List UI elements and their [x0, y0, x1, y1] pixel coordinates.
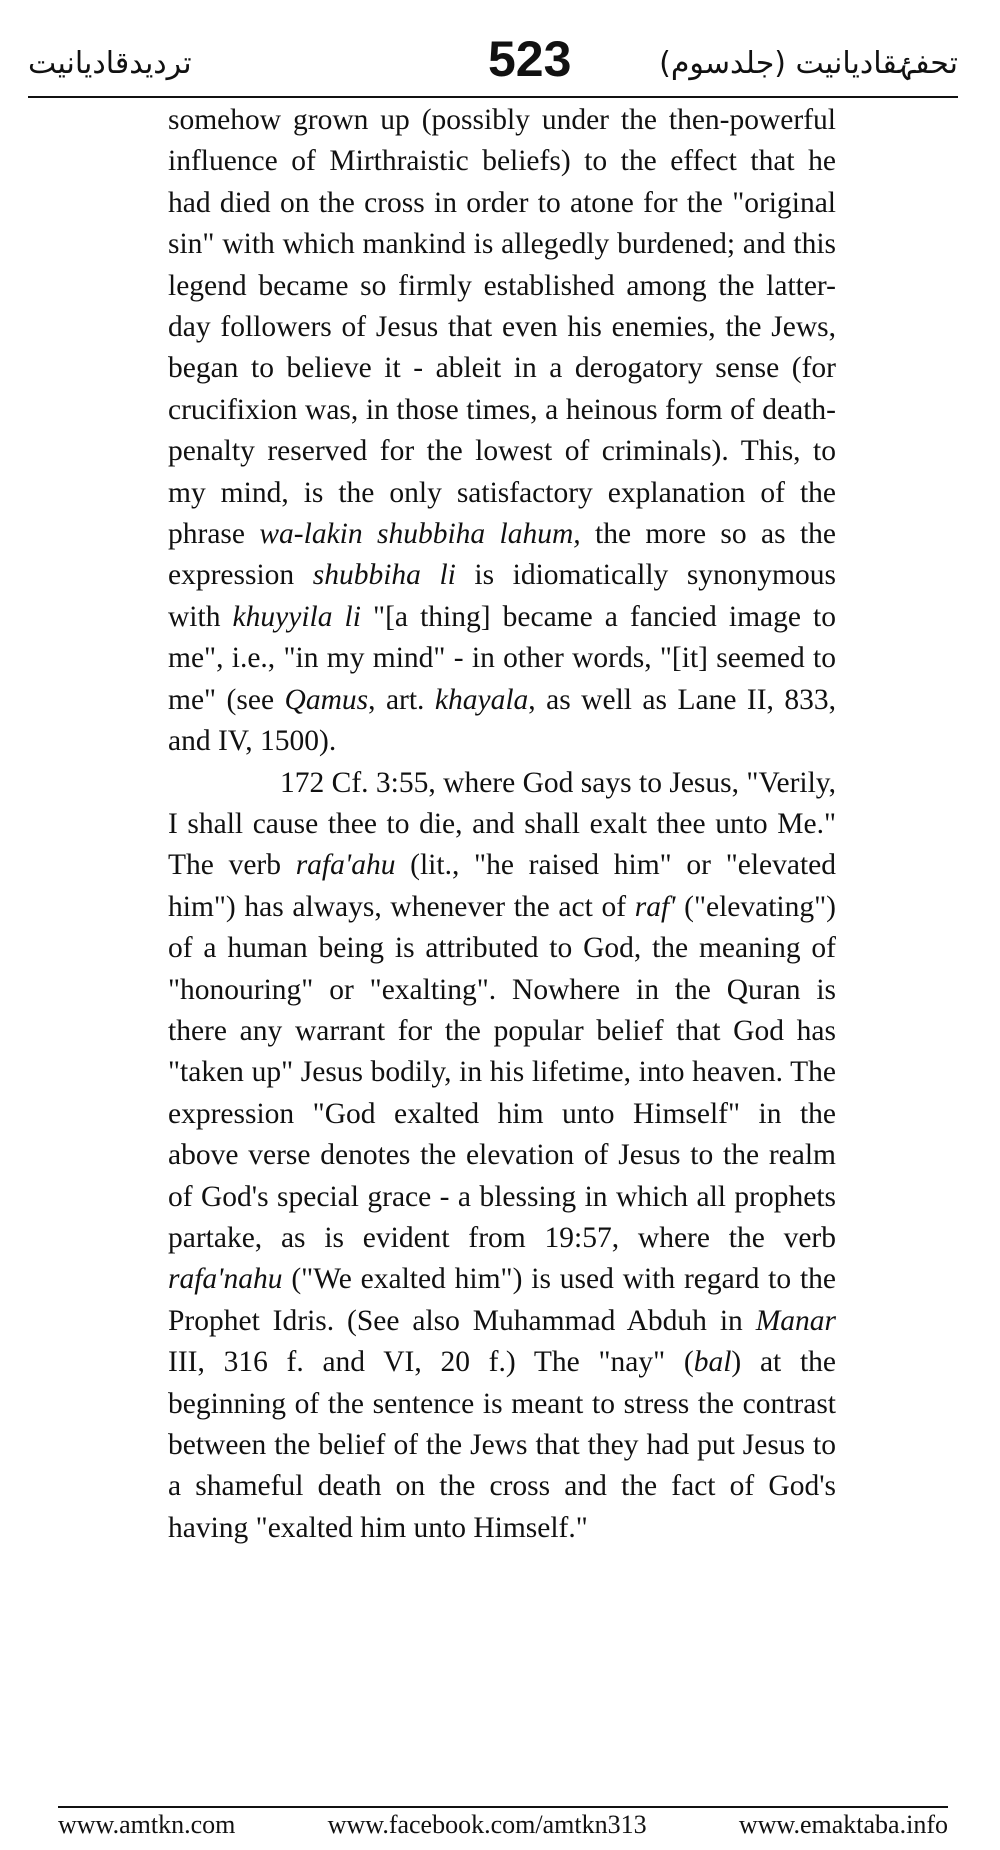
page-number: 523 — [488, 31, 572, 87]
footer-link-amtkn[interactable]: www.amtkn.com — [58, 1810, 236, 1839]
text-run: 172 Cf. 3:55, where God says to Jesus, "Verily, I shall cause thee to die, and shall exalt thee unto Me." The verb — [168, 766, 836, 882]
page-body — [168, 100, 836, 1549]
italic-term: rafa'ahu — [295, 849, 396, 882]
book-section-title: تردیدقادیانیت — [28, 46, 192, 81]
text-run: is idiomatically synonymous with — [168, 559, 836, 633]
paragraph-continuation — [168, 100, 836, 763]
footnote-172 — [168, 763, 836, 1550]
text-run: "[a thing] became a fancied image to me", i.e., "in my mind" - in other words, "[it] seemed to me" (see — [168, 600, 836, 716]
footer-divider — [58, 1806, 948, 1808]
footer-link-facebook[interactable]: www.facebook.com/amtkn313 — [327, 1810, 647, 1839]
text-run: , as well as Lane II, 833, and IV, 1500). — [168, 683, 836, 758]
page-header — [28, 28, 958, 92]
text-run: the more so as the expression — [168, 518, 836, 592]
italic-term: wa-lakin shubbiha lahum, — [259, 518, 581, 551]
italic-term: raf' — [634, 890, 676, 923]
text-run: III, 316 f. and VI, 20 f.) The "nay" ( — [168, 1346, 694, 1379]
text-run: ("We exalted him") is used with regard to the Prophet Idris. (See also Muhammad Abduh in — [168, 1263, 836, 1337]
italic-term: Qamus — [284, 683, 369, 716]
text-run: somehow grown up (possibly under the then-powerful influence of Mirthraistic beliefs) to the effect that he had died on the cross in order to atone for the "original sin" with which mankind is allegedly burdened; and this legend became so firmly established among the latter-day followers of Jesus that even his enemies, the Jews, began to believe it - ableit in a derogatory sense (for crucifixion was, in those times, a heinous form of death-penalty reserved for the lowest of criminals). This, to my mind, is the only satisfactory explanation of the phrase — [168, 104, 836, 551]
italic-term: rafa'nahu — [168, 1263, 283, 1296]
italic-term: bal — [693, 1346, 732, 1379]
italic-term: khuyyila li — [232, 600, 361, 633]
text-run: (lit., "he raised him" or "elevated him") has always, whenever the act of — [168, 849, 836, 923]
header-divider — [28, 96, 958, 98]
page-footer — [58, 1810, 948, 1840]
italic-term: shubbiha li — [312, 559, 456, 592]
italic-term: Manar — [755, 1304, 836, 1337]
text-run: ("elevating") of a human being is attributed to God, the meaning of "honouring" or "exalting". Nowhere in the Quran is there any warrant for the popular belief that God has "taken up" Jesus bodily, in his lifetime, into heaven. The expression "God exalted him unto Himself" in the above verse denotes the elevation of Jesus to the realm of God's special grace - a blessing in which all prophets partake, as is evident from 19:57, where the verb — [168, 890, 836, 1254]
text-run: , art. — [368, 683, 435, 716]
italic-term: khayala — [434, 683, 529, 716]
footer-link-emaktaba[interactable]: www.emaktaba.info — [738, 1810, 948, 1839]
text-run: ) at the beginning of the sentence is meant to stress the contrast between the belief of the Jews that they had put Jesus to a shameful death on the cross and the fact of God's having "exalted him unto Himself." — [168, 1346, 836, 1544]
book-title: تحفۂقادیانیت (جلدسوم) — [659, 46, 958, 81]
